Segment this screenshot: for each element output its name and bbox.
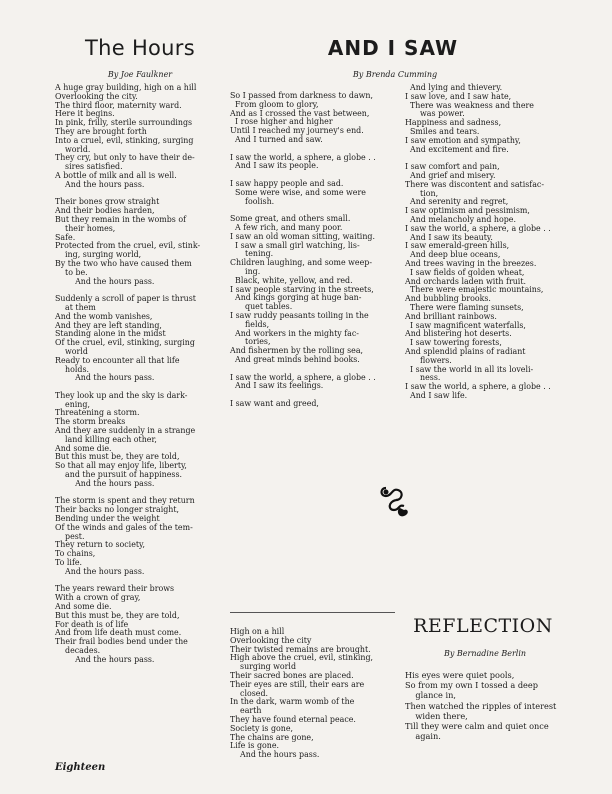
byline-bernadine-berlin: By Bernadine Berlin <box>443 649 527 658</box>
poem-body-the-hours: A huge gray building, high on a hill Overlooking the city. The third floor, maternity ward. Here it begins. In pink, frilly, sterile surroundings They are brought forth Into a cruel, evil, stinking, surging world. They cry, but only to have their de- sires satisfied. A bottle of milk and all is well. And the hours pass. Their bones grow straight And their bodies harden, But they remain in the wombs of their homes, Safe. Protected from the cruel, evil, stink- ing, surging world, By the two who have caused them to be. And the hours pass. Suddenly a scroll of paper is thrust at them And the womb vanishes, And they are left standing, Standing alone in the midst Of the cruel, evil, stinking, surging world Ready to encounter all that life holds. And the hours pass. They look up and the sky is dark- ening, Threatening a storm. The storm breaks And they are suddenly in a strange land killing each other, And some die. But this must be, they are told, So that all may enjoy life, liberty, and the pursuit of happiness. And the hours pass. The storm is spent and they return Their backs no longer straight, Bending under the weight Of the winds and gales of the tem- pest. They return to society, To chains, To life. And the hours pass. The years reward their brows With a crown of gray, And some die. But this must be, they are told, For death is of life And from life death must come. Their frail bodies bend under the decades. And the hours pass. <box>55 83 201 664</box>
byline-brenda-cumming: By Brenda Cumming <box>352 70 438 79</box>
poem-body-and-i-saw-column-2: And lying and thievery. I saw love, and I saw hate, There was weakness and there was power. Happiness and sadness, Smiles and tears. I saw emotion and sympathy, And excitement and fire. I saw comfort and pain, And grief and misery. There was discontent and satisfac- tion, And serenity and regret, I saw optimism and pessimism, And melancholy and hope. I saw the world, a sphere, a globe . . And I saw its beauty. I saw emerald-green hills, And deep blue oceans, And trees waving in the breezes. I saw fields of golden wheat, And orchards laden with fruit. There were emajestic mountains, And bubbling brooks. There were flaming sunsets, And brilliant rainbows. I saw magnificent waterfalls, And blistering hot deserts. I saw towering forests, And splendid plains of radiant flowers. I saw the world in all its loveli- ness. I saw the world, a sphere, a globe . . And I saw life. <box>405 83 551 400</box>
poem-title-the-hours: The Hours <box>85 36 195 60</box>
page-number: Eighteen <box>55 762 106 773</box>
poem-body-reflection: His eyes were quiet pools, So from my own I tossed a deep glance in, Then watched the ripples of interest widen there, Till they were calm and quiet once again. <box>405 670 557 742</box>
poem-title-and-i-saw: AND I SAW <box>327 36 459 60</box>
divider-rule <box>230 612 395 613</box>
poem-body-the-hours-continued: High on a hill Overlooking the city Their twisted remains are brought. High above the cruel, evil, stinking, surging world Their sacred bones are placed. Their eyes are still, their ears are closed. In the dark, warm womb of the earth They have found eternal peace. Society is gone, The chains are gone, Life is gone. And the hours pass. <box>230 627 374 760</box>
byline-joe-faulkner: By Joe Faulkner <box>107 70 173 79</box>
ornament-flourish-icon <box>376 480 416 520</box>
poem-body-and-i-saw-column-1: So I passed from darkness to dawn, From gloom to glory, And as I crossed the vast between, I rose higher and higher Until I reached my journey's end. And I turned and saw. I saw the world, a sphere, a globe . . And I saw its people. I saw happy people and sad. Some were wise, and some were foolish. Some great, and others small. A few rich, and many poor. I saw an old woman sitting, waiting. I saw a small girl watching, lis- tening. Children laughing, and some weep- ing. Black, white, yellow, and red. I saw people starving in the streets, And kings gorging at huge ban- quet tables. I saw ruddy peasants toiling in the fields, And workers in the mighty fac- tories, And fishermen by the rolling sea, And great minds behind books. I saw the world, a sphere, a globe . . And I saw its feelings. I saw want and greed, <box>230 91 376 408</box>
poem-title-reflection: REFLECTION <box>413 615 553 637</box>
